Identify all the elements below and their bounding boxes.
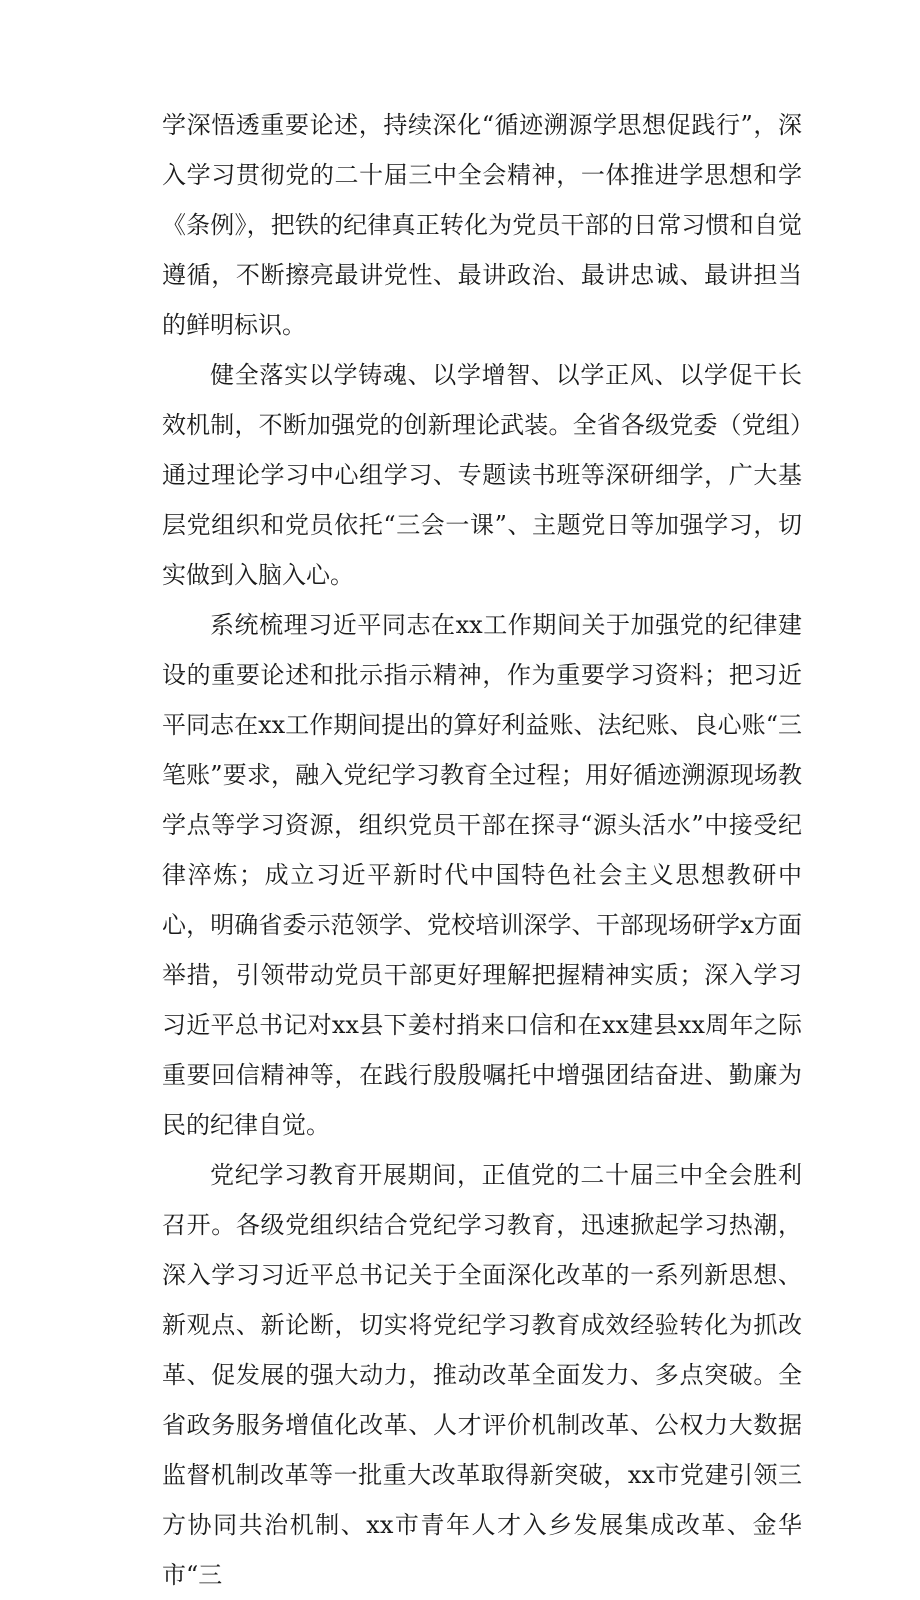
paragraph-1: 学深悟透重要论述，持续深化“循迹溯源学思想促践行”，深入学习贯彻党的二十届三中全会精神，一体推进学思想和学《条例》，把铁的纪律真正转化为党员干部的日常习惯和自觉遵循，不断擦亮最讲党性、最讲政治、最讲忠诚、最讲担当的鲜明标识。 xyxy=(162,111,802,339)
paragraph-2: 健全落实以学铸魂、以学增智、以学正风、以学促干长效机制，不断加强党的创新理论武装。全省各级党委（党组）通过理论学习中心组学习、专题读书班等深研细学，广大基层党组织和党员依托“三会一课”、主题党日等加强学习，切实做到入脑入心。 xyxy=(162,361,802,589)
paragraph-4: 党纪学习教育开展期间，正值党的二十届三中全会胜利召开。各级党组织结合党纪学习教育，迅速掀起学习热潮，深入学习习近平总书记关于全面深化改革的一系列新思想、新观点、新论断，切实将党纪学习教育成效经验转化为抓改革、促发展的强大动力，推动改革全面发力、多点突破。全省政务服务增值化改革、人才评价机制改革、公权力大数据监督机制改革等一批重大改革取得新突破，xx市党建引领三方协同共治机制、xx市青年人才入乡发展集成改革、金华市“三 xyxy=(162,1161,802,1589)
document-body xyxy=(162,100,802,1600)
paragraph-3: 系统梳理习近平同志在xx工作期间关于加强党的纪律建设的重要论述和批示指示精神，作为重要学习资料；把习近平同志在xx工作期间提出的算好利益账、法纪账、良心账“三笔账”要求，融入党纪学习教育全过程；用好循迹溯源现场教学点等学习资源，组织党员干部在探寻“源头活水”中接受纪律淬炼；成立习近平新时代中国特色社会主义思想教研中心，明确省委示范领学、党校培训深学、干部现场研学x方面举措，引领带动党员干部更好理解把握精神实质；深入学习习近平总书记对xx县下姜村捎来口信和在xx建县xx周年之际重要回信精神等，在践行殷殷嘱托中增强团结奋进、勤廉为民的纪律自觉。 xyxy=(162,611,802,1139)
